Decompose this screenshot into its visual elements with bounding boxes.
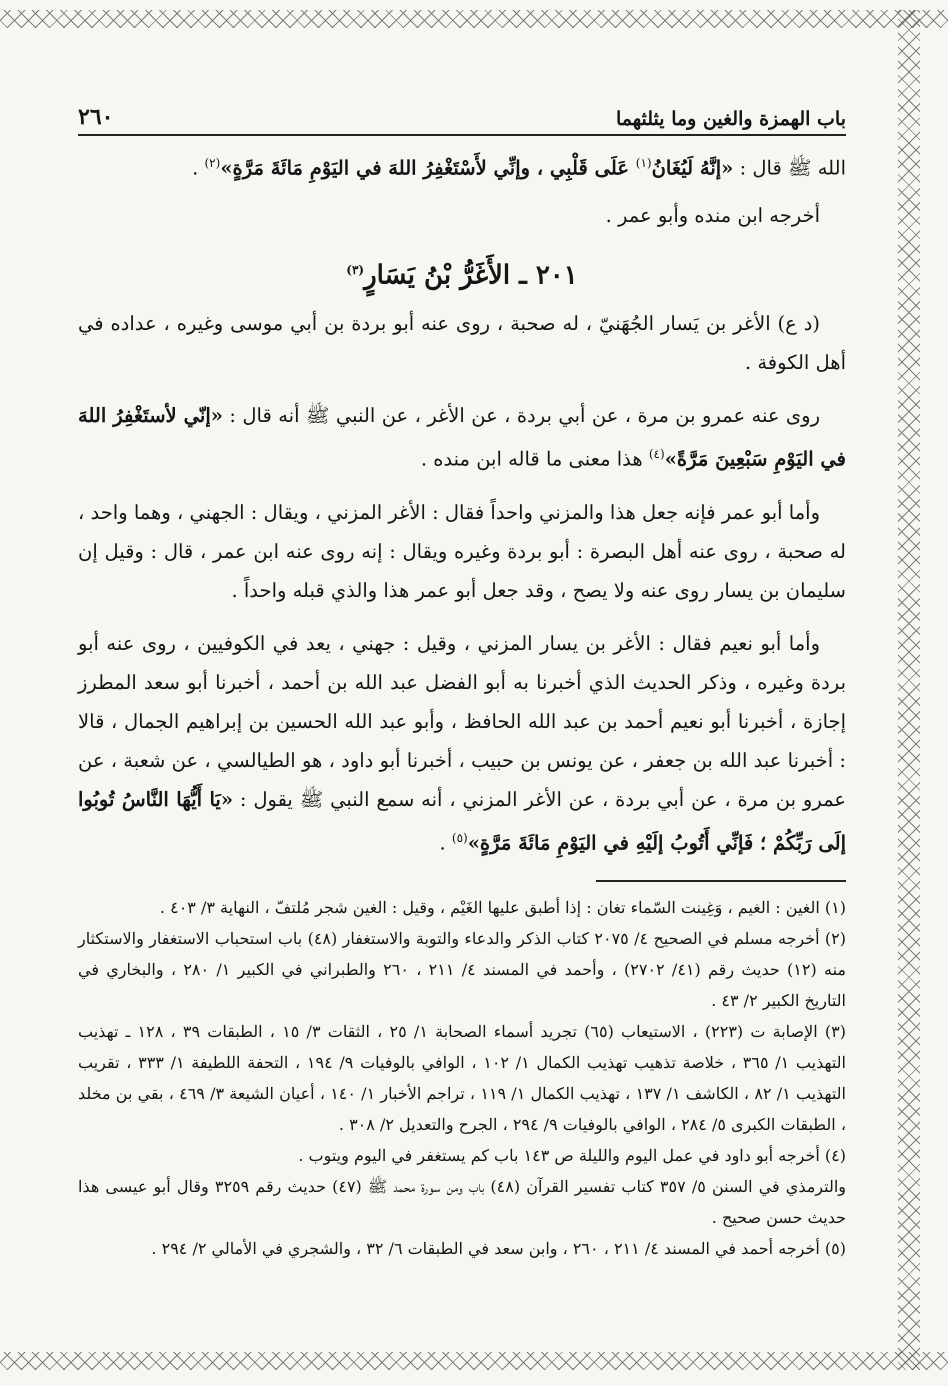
footnote-ref: (٥)	[451, 830, 468, 845]
hadith-quote: «إنَّهُ لَيُغَانُ	[651, 156, 734, 180]
running-header	[78, 92, 846, 136]
footnote-ref: (٣)	[346, 262, 365, 277]
footnote-ref: (٢)	[204, 156, 221, 170]
paragraph-biography: (د ع) الأغر بن يَسار الجُهَنيّ ، له صحبة ، روى عنه أبو بردة بن أبي موسى وغيره ، عداده في أهل الكوفة .	[78, 312, 846, 375]
footnote-2: (٢) أخرجه مسلم في الصحيح ٤/ ٢٠٧٥ كتاب الذكر والدعاء والتوبة والاستغفار (٤٨) باب استحباب الاستغفار والاستكثار منه (١٢) حديث رقم (٤١/ ٢٧٠٢) ، وأحمد في المسند ٤/ ٢١١ ، ٢٦٠ والطبراني في الكبير ١/ ٢٨٠ ، والبخاري في التاريخ الكبير ٢/ ٤٣ .	[78, 929, 847, 1011]
ornamental-border-bottom	[0, 1352, 948, 1370]
page-content	[78, 92, 846, 1264]
hadith-quote: «إنّي لأستَغْفِرُ اللهَ في اليَوْمِ سَبْعِينَ مَرَّةً»	[78, 404, 846, 471]
ornamental-border-top	[0, 10, 948, 28]
paragraph-abu-umar: وأما أبو عمر فإنه جعل هذا والمزني واحداً فقال : الأغر المزني ، ويقال : الجهني ، وهما واحد ، له صحبة ، روى عنه أهل البصرة : أبو بردة وغيره ويقال : إنه روى عنه ابن عمر ، قال : وقيل إن سليمان بن يسار روى عنه ولا يصح ، وقد جعل أبو عمر هذا والذي قبله واحداً .	[78, 500, 846, 602]
paragraph-narration: روى عنه عمرو بن مرة ، عن أبي بردة ، عن الأغر ، عن النبي ﷺ أنه قال : «إنّي لأستَغْفِرُ اللهَ في اليَوْمِ سَبْعِينَ مَرَّةً»$^{(٤)}$ هذا معنى ما قاله ابن منده .	[78, 404, 846, 471]
page-number: ٢٦٠	[78, 104, 114, 130]
footnote-4: (٤) أخرجه أبو داود في عمل اليوم والليلة ص ١٤٣ باب كم يستغفر في اليوم ويتوب .	[298, 1146, 846, 1166]
footnotes	[78, 892, 846, 1264]
footnote-ref: (١)	[635, 156, 652, 170]
footnote-5: (٥) أخرجه أحمد في المسند ٤/ ٢١١ ، ٢٦٠ ، وابن سعد في الطبقات ٦/ ٣٢ ، والشجري في الأمالي ٢/ ٢٩٤ .	[151, 1239, 846, 1259]
footnote-divider	[596, 880, 846, 882]
chapter-title: باب الهمزة والغين وما يثلثهما	[616, 108, 846, 130]
hadith-quote: عَلَى قَلْبِي ، وإنِّي لأَسْتَغْفِرُ اللهَ في اليَوْمِ مَائَةَ مَرَّةٍ»	[220, 156, 636, 180]
ornamental-border-right	[898, 10, 920, 1370]
footnote-ref: (٤)	[648, 447, 665, 462]
footnote-3: (٣) الإصابة ت (٢٢٣) ، الاستيعاب (٦٥) تجريد أسماء الصحابة ١/ ٢٥ ، الثقات ٣/ ١٥ ، الطبقات ٣٩ ، ١٢٨ ـ تهذيب التهذيب ١/ ٣٦٥ ، خلاصة تذهيب تهذيب الكمال ١/ ١٠٢ ، الوافي بالوفيات ٩/ ١٩٤ ، التحفة اللطيفة ١/ ٣٣٣ ، تقريب التهذيب ١/ ٨٢ ، الكاشف ١/ ١٣٧ ، تهذيب الكمال ١/ ١١٩ ، تراجم الأخبار ١/ ١٤٠ ، أعيان الشيعة ٣/ ٤٦٩ ، بقي بن مخلد ، الطبقات الكبرى ٥/ ٢٨٤ ، الوافي بالوفيات ٩/ ٢٩٤ ، الجرح والتعديل ٢/ ٣٠٨ .	[78, 1022, 846, 1135]
paragraph-attribution: أخرجه ابن منده وأبو عمر .	[605, 203, 820, 227]
entry-heading: ٢٠١ ـ الأَغَرُّ بْنُ يَسَارٍ$^{(٣)}$	[346, 260, 578, 291]
footnote-1: (١) الغين : الغيم ، وَغِينت السّماء تغان : إذا أطبق عليها الغَيْم ، وقيل : الغين شجر مُلتفّ ، النهاية ٣/ ٤٠٣ .	[159, 898, 846, 918]
paragraph-abu-nuaym: وأما أبو نعيم فقال : الأغر بن يسار المزني ، وقيل : جهني ، يعد في الكوفيين ، روى عنه أبو بردة وغيره ، وذكر الحديث الذي أخبرنا به أبو الفضل عبد الله بن أحمد ، أخبرنا أبو سعد المطرز إجازة ، أخبرنا أبو نعيم أحمد بن عبد الله الحافظ ، وأبو عبد الله الحسين بن إبراهيم الجمال ، قالا : أخبرنا عبد الله بن جعفر ، عن يونس بن حبيب ، أخبرنا أبو داود ، هو الطيالسي ، عن شعبة ، عن عمرو بن مرة ، عن أبي بردة ، عن الأغر المزني ، أنه سمع النبي ﷺ يقول : «يَا أَيُّهَا النَّاسُ تُوبُوا إلَى رَبِّكُمْ ؛ فَإنِّي أَتُوبُ إلَيْهِ في اليَوْمِ مَائَةَ مَرَّةٍ»$^{(٥)}$ .	[78, 631, 846, 855]
paragraph-hadith-continuation: الله ﷺ قال : «إنَّهُ لَيُغَانُ$^{(١)}$ عَلَى قَلْبِي ، وإنِّي لأَسْتَغْفِرُ اللهَ في اليَوْمِ مَائَةَ مَرَّةٍ»$^{(٢)}$ .	[192, 156, 846, 180]
hadith-quote: «يَا أَيُّهَا النَّاسُ تُوبُوا إلَى رَبِّكُمْ ؛ فَإنِّي أَتُوبُ إلَيْهِ في اليَوْمِ مَائَةَ مَرَّةٍ»	[78, 787, 846, 855]
footnote-4-continued: والترمذي في السنن ٥/ ٣٥٧ كتاب تفسير القرآن (٤٨) باب ومن سورة محمد ﷺ (٤٧) حديث رقم ٣٢٥٩ وقال أبو عيسى هذا حديث حسن صحيح .	[78, 1177, 847, 1228]
